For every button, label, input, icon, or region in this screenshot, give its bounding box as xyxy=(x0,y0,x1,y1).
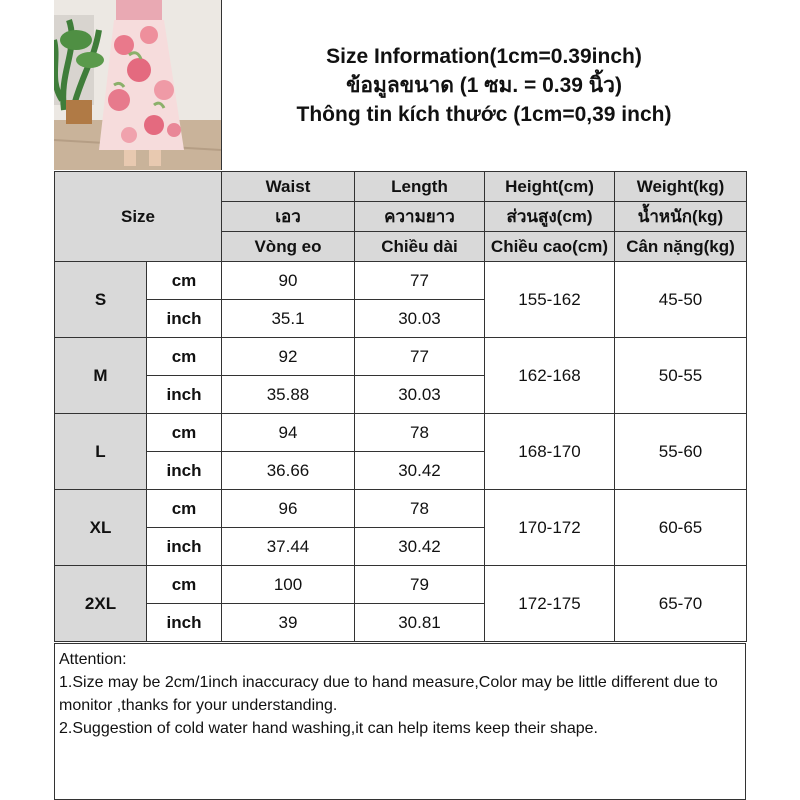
cm-length: 78 xyxy=(355,490,485,528)
inch-length: 30.03 xyxy=(355,300,485,338)
product-photo-illustration xyxy=(54,0,221,170)
cm-waist: 96 xyxy=(222,490,355,528)
col-weight-th: น้ำหนัก(kg) xyxy=(615,202,747,232)
title-thai: ข้อมูลขนาด (1 ซม. = 0.39 นิ้ว) xyxy=(346,73,622,97)
cm-length: 77 xyxy=(355,338,485,376)
col-height-vi: Chiều cao(cm) xyxy=(485,232,615,262)
attention-note-2: 2.Suggestion of cold water hand washing,it can help items keep their shape. xyxy=(59,720,598,737)
unit-cm: cm xyxy=(147,414,222,452)
col-waist-th: เอว xyxy=(222,202,355,232)
size-label: XL xyxy=(55,490,147,566)
inch-waist: 39 xyxy=(222,604,355,642)
col-waist-vi: Vòng eo xyxy=(222,232,355,262)
size-info-title xyxy=(222,0,746,170)
cm-waist: 90 xyxy=(222,262,355,300)
col-height-en: Height(cm) xyxy=(485,172,615,202)
table-row xyxy=(55,262,747,300)
col-weight-en: Weight(kg) xyxy=(615,172,747,202)
height-range: 162-168 xyxy=(485,338,615,414)
attention-heading: Attention: xyxy=(59,651,127,668)
weight-range: 55-60 xyxy=(615,414,747,490)
table-row xyxy=(55,490,747,528)
unit-cm: cm xyxy=(147,262,222,300)
col-length-th: ความยาว xyxy=(355,202,485,232)
cm-waist: 100 xyxy=(222,566,355,604)
table-row xyxy=(55,566,747,604)
size-label: S xyxy=(55,262,147,338)
height-range: 168-170 xyxy=(485,414,615,490)
unit-inch: inch xyxy=(147,452,222,490)
cm-waist: 92 xyxy=(222,338,355,376)
inch-length: 30.42 xyxy=(355,528,485,566)
col-weight-vi: Cân nặng(kg) xyxy=(615,232,747,262)
unit-cm: cm xyxy=(147,490,222,528)
size-label: L xyxy=(55,414,147,490)
col-length-en: Length xyxy=(355,172,485,202)
inch-waist: 36.66 xyxy=(222,452,355,490)
unit-inch: inch xyxy=(147,528,222,566)
inch-waist: 37.44 xyxy=(222,528,355,566)
unit-inch: inch xyxy=(147,300,222,338)
col-waist-en: Waist xyxy=(222,172,355,202)
weight-range: 60-65 xyxy=(615,490,747,566)
height-range: 155-162 xyxy=(485,262,615,338)
table-row xyxy=(55,338,747,376)
size-table xyxy=(54,171,747,642)
weight-range: 50-55 xyxy=(615,338,747,414)
cm-length: 79 xyxy=(355,566,485,604)
inch-waist: 35.88 xyxy=(222,376,355,414)
title-vietnamese: Thông tin kích thước (1cm=0,39 inch) xyxy=(296,102,672,126)
height-range: 170-172 xyxy=(485,490,615,566)
col-length-vi: Chiều dài xyxy=(355,232,485,262)
cm-length: 77 xyxy=(355,262,485,300)
cm-length: 78 xyxy=(355,414,485,452)
size-label: 2XL xyxy=(55,566,147,642)
inch-waist: 35.1 xyxy=(222,300,355,338)
weight-range: 65-70 xyxy=(615,566,747,642)
attention-notes xyxy=(54,643,746,800)
unit-cm: cm xyxy=(147,566,222,604)
unit-inch: inch xyxy=(147,376,222,414)
title-english: Size Information(1cm=0.39inch) xyxy=(326,44,642,68)
inch-length: 30.42 xyxy=(355,452,485,490)
weight-range: 45-50 xyxy=(615,262,747,338)
inch-length: 30.03 xyxy=(355,376,485,414)
size-header: Size xyxy=(55,172,222,262)
size-label: M xyxy=(55,338,147,414)
attention-note-1: 1.Size may be 2cm/1inch inaccuracy due to hand measure,Color may be little different due to monitor ,thanks for your understanding. xyxy=(59,674,718,714)
cm-waist: 94 xyxy=(222,414,355,452)
col-height-th: ส่วนสูง(cm) xyxy=(485,202,615,232)
table-row xyxy=(55,414,747,452)
unit-cm: cm xyxy=(147,338,222,376)
unit-inch: inch xyxy=(147,604,222,642)
inch-length: 30.81 xyxy=(355,604,485,642)
height-range: 172-175 xyxy=(485,566,615,642)
product-photo xyxy=(54,0,222,170)
